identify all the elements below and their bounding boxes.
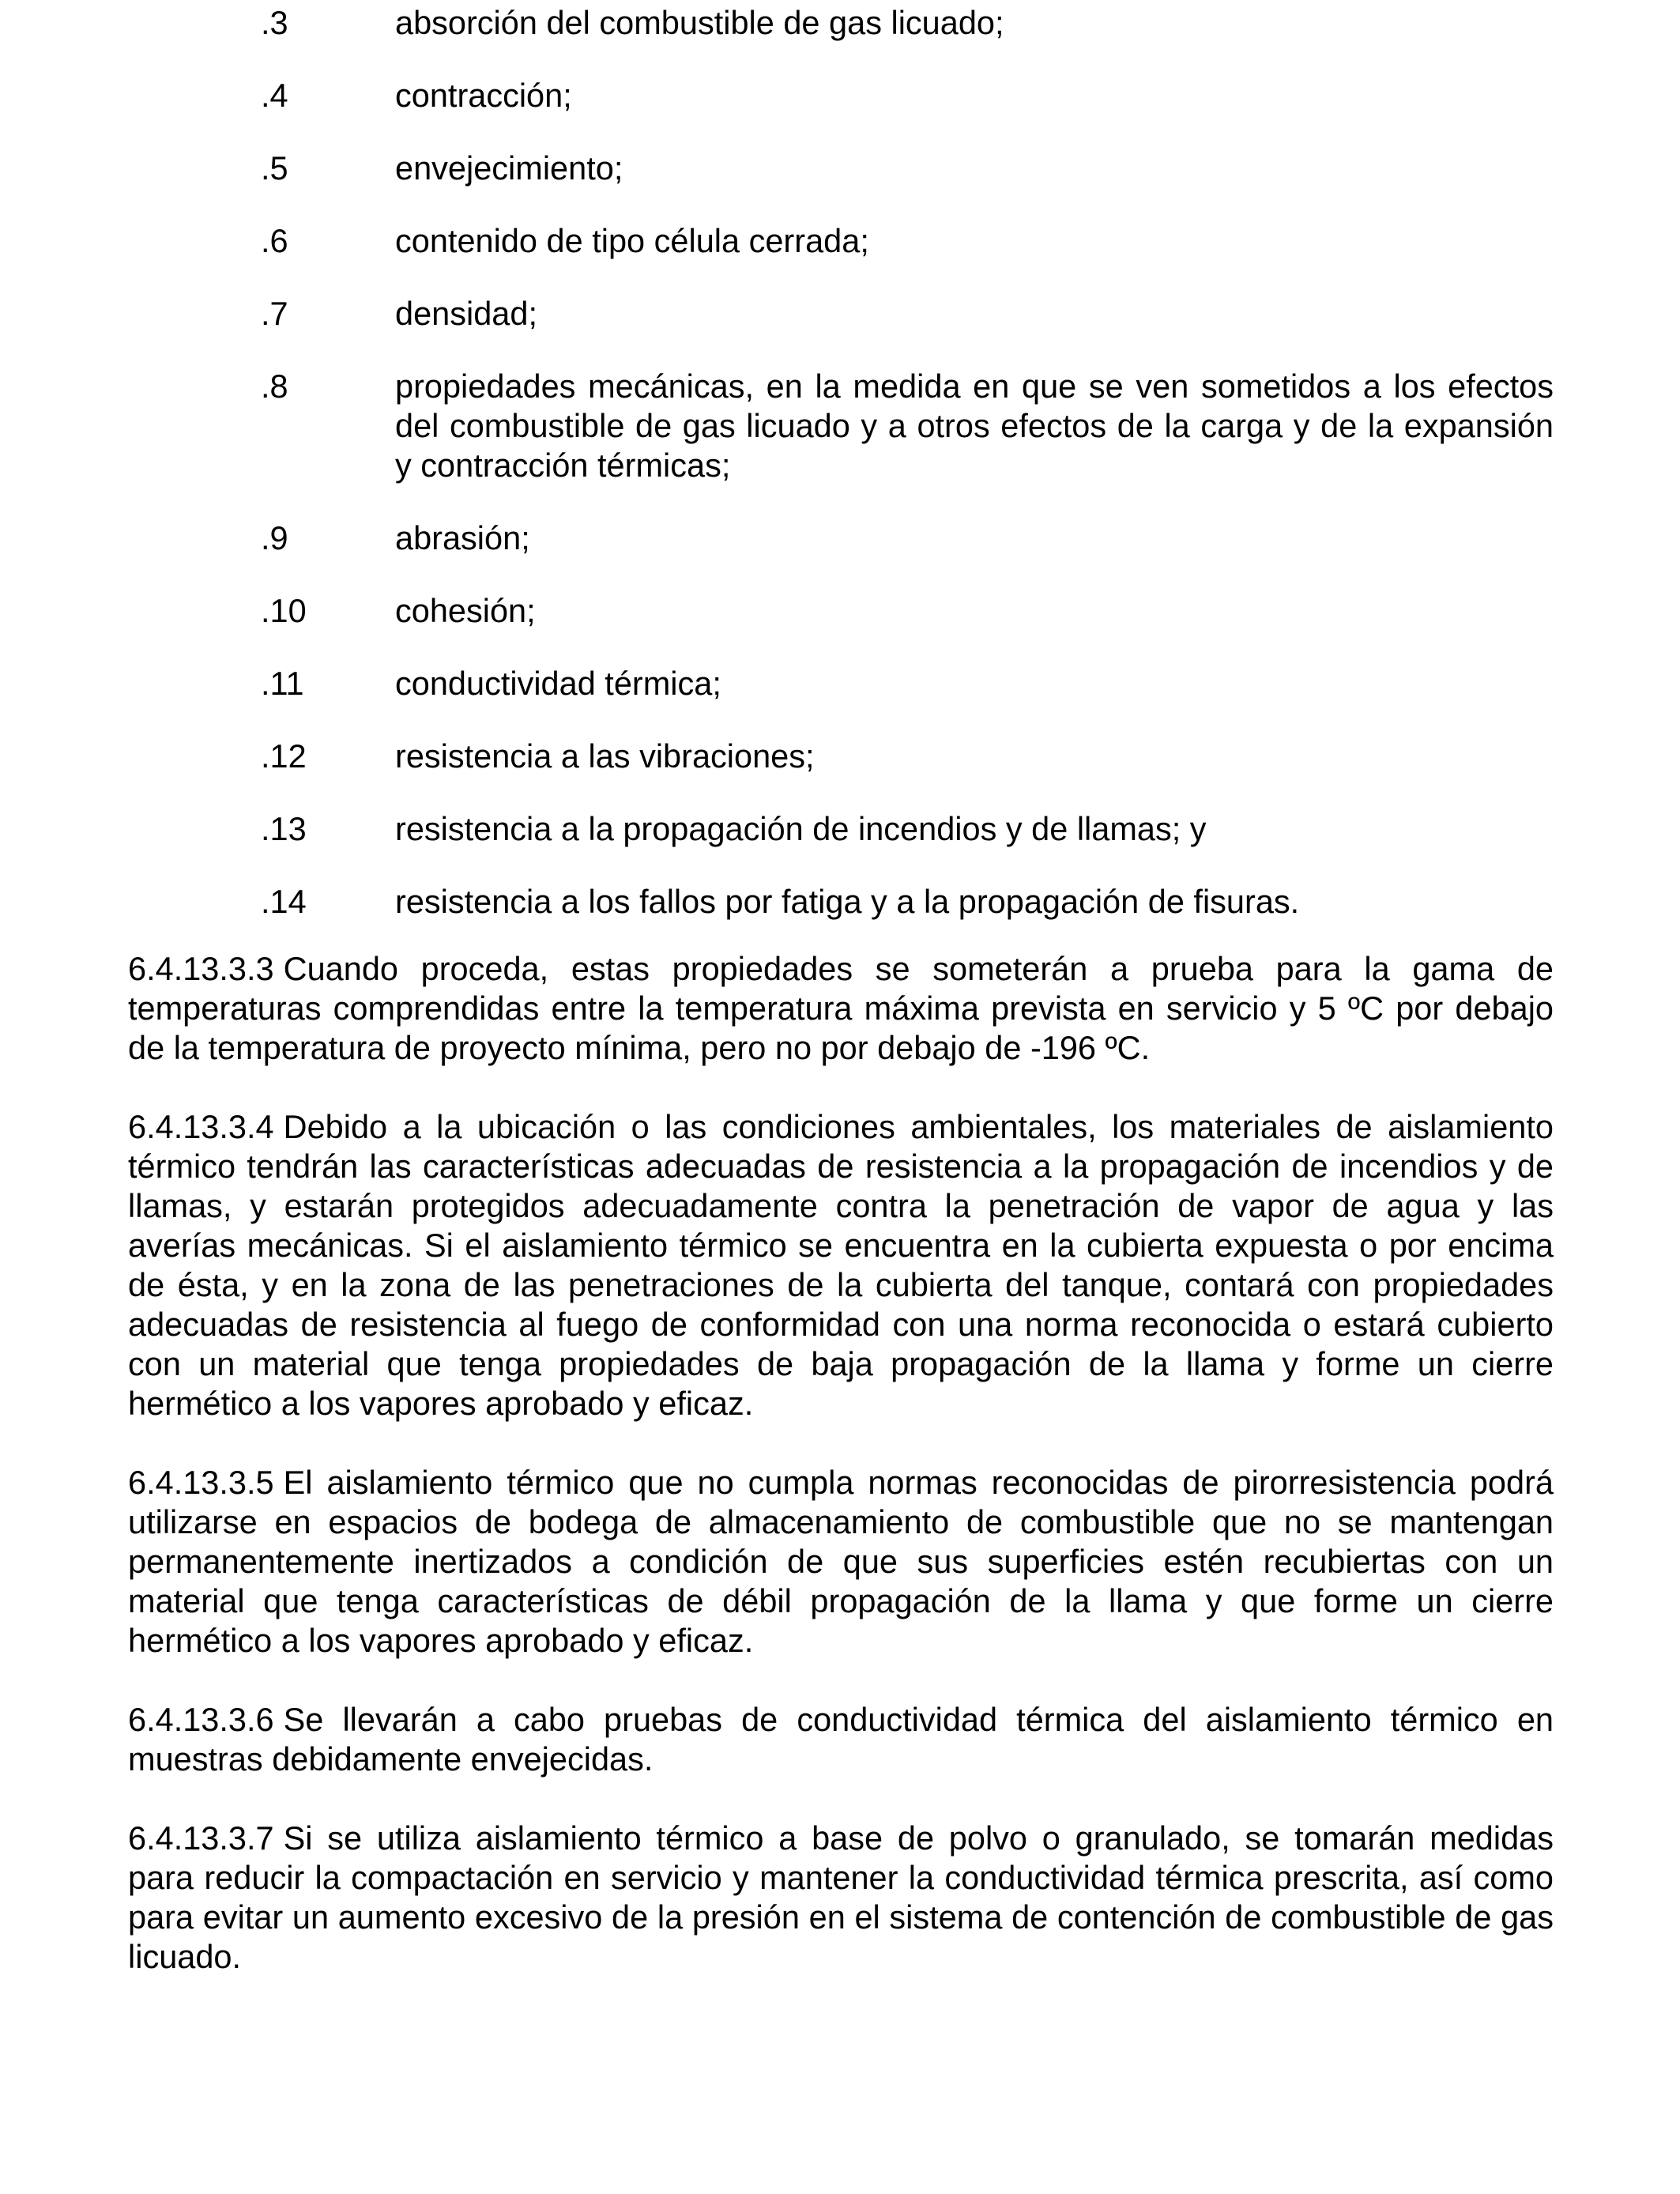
paragraph-6-4-13-3-5	[128, 1463, 1554, 1661]
list-item-text: resistencia a la propagación de incendios y de llamas; y	[395, 810, 1207, 847]
paragraph-text: Debido a la ubicación o las condiciones ambientales, los materiales de aislamiento térmico tendrán las características adecuadas de resistencia a la propagación de incendios y de llamas, y estarán protegidos adecuadamente contra la penetración de vapor de agua y las averías mecánicas. Si el aislamiento térmico se encuentra en la cubierta expuesta o por encima de ésta, y en la zona de las penetraciones de la cubierta del tanque, contará con propiedades adecuadas de resistencia al fuego de conformidad con una norma reconocida o estará cubierto con un material que tenga propiedades de baja propagación de la llama y forme un cierre hermético a los vapores aprobado y eficaz.	[128, 1108, 1554, 1422]
list-item-number: .9	[261, 519, 288, 556]
list-item-text: densidad;	[395, 295, 537, 332]
paragraph-text: Si se utiliza aislamiento térmico a base de polvo o granulado, se tomarán medidas para reducir la compactación en servicio y mantener la conductividad térmica prescrita, así como para evitar un aumento excesivo de la presión en el sistema de contención de combustible de gas licuado.	[128, 1819, 1554, 1975]
list-item-text: resistencia a los fallos por fatiga y a la propagación de fisuras.	[395, 883, 1300, 920]
list-item-number: .11	[261, 665, 304, 702]
list-item	[261, 149, 1554, 188]
paragraph-text: El aislamiento térmico que no cumpla normas reconocidas de pirorresistencia podrá utilizarse en espacios de bodega de almacenamiento de combustible que no se mantengan permanentemente inertizados a condición de que sus superficies estén recubiertas con un material que tenga características de débil propagación de la llama y que forme un cierre hermético a los vapores aprobado y eficaz.	[128, 1464, 1554, 1659]
list-item	[261, 809, 1554, 849]
list-item-text: resistencia a las vibraciones;	[395, 737, 815, 775]
paragraph-6-4-13-3-6	[128, 1700, 1554, 1779]
list-item	[261, 591, 1554, 631]
list-item-number: .7	[261, 295, 288, 332]
list-item-text: abrasión;	[395, 519, 530, 556]
list-item	[261, 737, 1554, 776]
paragraph-number: 6.4.13.3.3	[128, 950, 274, 987]
list-item-text: conductividad térmica;	[395, 665, 721, 702]
list-item-number: .5	[261, 149, 288, 187]
list-item	[261, 3, 1554, 43]
paragraph-6-4-13-3-3	[128, 949, 1554, 1068]
list-item-text: contenido de tipo célula cerrada;	[395, 222, 869, 259]
list-item	[261, 518, 1554, 558]
list-item-number: .10	[261, 592, 307, 629]
list-item-number: .4	[261, 77, 288, 114]
list-item-text: cohesión;	[395, 592, 536, 629]
list-item	[261, 664, 1554, 703]
list-item	[261, 367, 1554, 485]
list-item-number: .8	[261, 368, 288, 405]
list-item-text: absorción del combustible de gas licuado;	[395, 4, 1004, 41]
list-item-number: .12	[261, 737, 307, 775]
list-item-text: contracción;	[395, 77, 572, 114]
list-item-number: .3	[261, 4, 288, 41]
paragraph-6-4-13-3-4	[128, 1107, 1554, 1423]
list-item	[261, 882, 1554, 922]
paragraph-number: 6.4.13.3.5	[128, 1464, 274, 1501]
paragraph-number: 6.4.13.3.4	[128, 1108, 274, 1145]
paragraph-text: Cuando proceda, estas propiedades se someterán a prueba para la gama de temperaturas comprendidas entre la temperatura máxima prevista en servicio y 5 ºC por debajo de la temperatura de proyecto mínima, pero no por debajo de -196 ºC.	[128, 950, 1554, 1066]
list-item-text: envejecimiento;	[395, 149, 623, 187]
list-item	[261, 221, 1554, 261]
list-item	[261, 76, 1554, 115]
list-item-number: .13	[261, 810, 307, 847]
property-list	[261, 3, 1554, 955]
list-item-number: .6	[261, 222, 288, 259]
list-item	[261, 294, 1554, 334]
paragraph-number: 6.4.13.3.6	[128, 1701, 274, 1738]
list-item-number: .14	[261, 883, 307, 920]
paragraph-6-4-13-3-7	[128, 1819, 1554, 1977]
paragraphs	[128, 949, 1554, 2016]
paragraph-text: Se llevarán a cabo pruebas de conductividad térmica del aislamiento térmico en muestras debidamente envejecidas.	[128, 1701, 1554, 1777]
paragraph-number: 6.4.13.3.7	[128, 1819, 274, 1857]
list-item-text: propiedades mecánicas, en la medida en que se ven sometidos a los efectos del combustible de gas licuado y a otros efectos de la carga y de la expansión y contracción térmicas;	[395, 368, 1554, 484]
